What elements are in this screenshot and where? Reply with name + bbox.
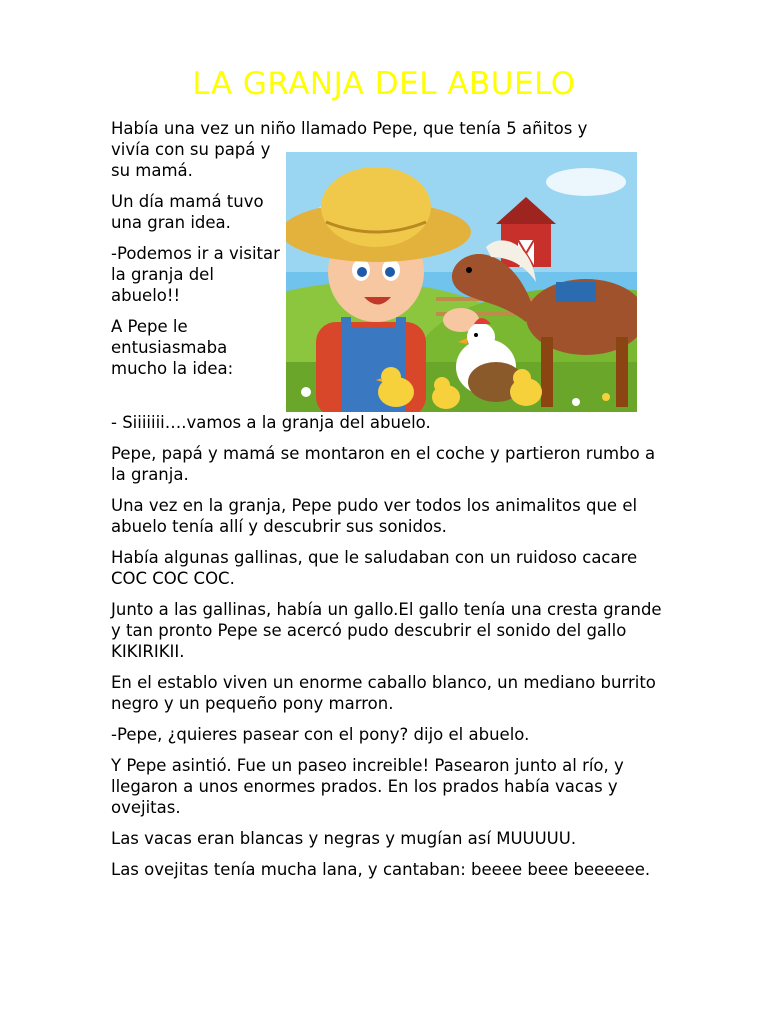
paragraph-6: En el establo viven un enorme caballo blanco, un mediano burrito negro y un pequeño pony marron. <box>111 673 656 713</box>
paragraph-1: - Siiiiiii….vamos a la granja del abuelo. <box>111 413 431 432</box>
paragraph-9: Las vacas eran blancas y negras y mugían así MUUUUU. <box>111 829 577 848</box>
paragraph-8: Y Pepe asintió. Fue un paseo increible! Pasearon junto al río, y llegaron a unos enormes prados. En los prados había vacas y ovejitas. <box>111 756 624 817</box>
paragraph-left-4: A Pepe le entusiasmaba mucho la idea: <box>111 317 234 378</box>
story-body <box>111 412 671 890</box>
farm-illustration <box>286 152 637 412</box>
paragraph-4: Había algunas gallinas, que le saludaban con un ruidoso cacare COC COC COC. <box>111 548 638 588</box>
paragraph-7: -Pepe, ¿quieres pasear con el pony? dijo el abuelo. <box>111 725 530 744</box>
paragraph-10: Las ovejitas tenía mucha lana, y cantaban: beeee beee beeeeee. <box>111 860 651 879</box>
paragraph-5: Junto a las gallinas, había un gallo.El gallo tenía una cresta grande y tan pronto Pepe se acercó pudo descubrir el sonido del gallo KIKIRIKII. <box>111 600 662 661</box>
paragraph-left-3: -Podemos ir a visitar la granja del abuelo!! <box>111 244 280 305</box>
document-title: LA GRANJA DEL ABUELO <box>192 66 576 102</box>
paragraph-2: Pepe, papá y mamá se montaron en el coche y partieron rumbo a la granja. <box>111 444 656 484</box>
paragraph-3: Una vez en la granja, Pepe pudo ver todos los animalitos que el abuelo tenía allí y descubrir sus sonidos. <box>111 496 638 536</box>
left-column-text <box>111 139 283 389</box>
farm-scene-image <box>286 152 637 412</box>
paragraph-left-2: Un día mamá tuvo una gran idea. <box>111 192 264 232</box>
paragraph-left-1: vivía con su papá y su mamá. <box>111 140 271 180</box>
intro-line: Había una vez un niño llamado Pepe, que tenía 5 añitos y <box>111 119 588 138</box>
